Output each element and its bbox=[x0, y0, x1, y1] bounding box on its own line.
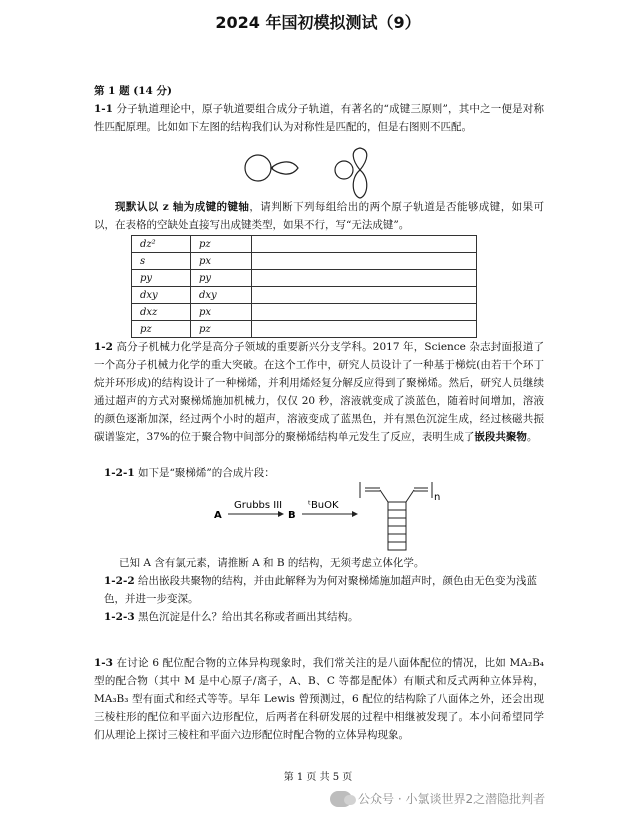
reagent-grubbs: Grubbs III bbox=[234, 500, 283, 511]
label-1-2-2: 1-2-2 bbox=[104, 575, 135, 587]
paragraph-1-1 bbox=[94, 100, 544, 136]
orbital-cell: py bbox=[191, 270, 252, 287]
s-orbital-shape bbox=[245, 155, 271, 181]
paragraph-1-3 bbox=[94, 654, 544, 744]
paragraph-1-2 bbox=[94, 338, 544, 446]
answer-cell[interactable] bbox=[252, 304, 477, 321]
page-title: 2024 年国初模拟测试（9） bbox=[215, 13, 421, 32]
label-1-2-1: 1-2-1 bbox=[104, 467, 135, 479]
text-1-2-end: 。 bbox=[526, 431, 538, 443]
label-1-1: 1-1 bbox=[94, 103, 113, 115]
orbital-cell: pz bbox=[132, 321, 191, 338]
text-1-3: 在讨论 6 配位配合物的立体异构现象时，我们常关注的是八面体配位的情况，比如 MA₂B₄ 型的配合物（其中 M 是中心原子/离子，A、B、C 等都是配体）有顺式和反式两种立体异构，MA₃B₃ 型有面式和经式等等。早年 Lewis 曾预测过，6 配位的结构除了八面体之外，还会出现三棱柱形的配位和平面六边形配位，后两者在科研发展的过程中相继被发现了。本小问希望同学们从理论上探讨三棱柱和平面六边形配位时配合物的立体异构现象。 bbox=[94, 657, 544, 741]
table-row bbox=[132, 287, 477, 304]
table-row bbox=[132, 236, 477, 253]
table-row bbox=[132, 304, 477, 321]
label-1-2: 1-2 bbox=[94, 341, 113, 353]
p-upper-lobe bbox=[353, 148, 367, 170]
orbital-cell: dxz bbox=[132, 304, 191, 321]
compound-a-label: A bbox=[214, 510, 222, 521]
compound-b-label: B bbox=[288, 510, 296, 521]
orbital-cell: dz² bbox=[132, 236, 191, 253]
answer-cell[interactable] bbox=[252, 253, 477, 270]
block-copolymer-term: 嵌段共聚物 bbox=[474, 431, 527, 443]
reagent-tbuok: ᵗBuOK bbox=[308, 500, 339, 511]
p-lobe-shape bbox=[271, 162, 298, 174]
question-1-2-3 bbox=[104, 608, 554, 626]
orbital-cell: dxy bbox=[191, 287, 252, 304]
orbital-cell: py bbox=[132, 270, 191, 287]
text-1-2-3: 黑色沉淀是什么？给出其名称或者画出其结构。 bbox=[134, 611, 359, 623]
wechat-icon bbox=[330, 791, 352, 807]
question-1-2-2 bbox=[104, 572, 554, 608]
question-heading: 第 1 题 (14 分) bbox=[94, 85, 172, 97]
text-1-2-1: 如下是“聚梯烯”的合成片段： bbox=[134, 467, 275, 479]
orbital-cell: s bbox=[132, 253, 191, 270]
table-row bbox=[132, 253, 477, 270]
page-footer: 第 1 页 共 5 页 bbox=[283, 772, 353, 783]
polyladderene-structure bbox=[360, 482, 432, 550]
known-condition: 已知 A 含有氯元素，请推断 A 和 B 的结构，无须考虑立体化学。 bbox=[119, 557, 425, 569]
answer-cell[interactable] bbox=[252, 321, 477, 338]
answer-cell[interactable] bbox=[252, 236, 477, 253]
watermark bbox=[330, 790, 545, 807]
orbital-diagram bbox=[236, 146, 386, 202]
orbital-cell: px bbox=[191, 304, 252, 321]
text-1-2: 高分子机械力化学是高分子领域的重要新兴分支学科。2017 年，Science 杂志封面报道了一个高分子机械力化学的重大突破。在这个工作中，研究人员设计了一种基于梯烷(由若干个环丁烷并环形成)的结构设计了一种梯烯，并利用烯烃复分解反应得到了聚梯烯。然后，研究人员继续通过超声的方式对聚梯烯施加机械力，仅仅 20 秒，溶液就变成了淡蓝色，随着时间增加，溶液的颜色逐渐加深，经过两个小时的超声，溶液变成了蓝黑色，并有黑色沉淀生成，经过核磁共振碳谱鉴定，37%的位于聚合物中间部分的聚梯烯结构单元发生了反应，表明生成了 bbox=[94, 341, 544, 443]
watermark-text: 公众号 · 小氯谈世界2之潜隐批判者 bbox=[358, 792, 546, 806]
orbital-cell: dxy bbox=[132, 287, 191, 304]
answer-cell[interactable] bbox=[252, 270, 477, 287]
instruction-text: ，请判断下列每组给出的两个原子轨道是否能够成键，如果可以，在表格的空缺处直接写出成键类型，如果不行，写“无法成键”。 bbox=[94, 201, 545, 231]
label-1-3: 1-3 bbox=[94, 657, 113, 669]
repeat-unit-n: n bbox=[434, 492, 441, 503]
orbital-cell: pz bbox=[191, 236, 252, 253]
text-1-2-2: 给出嵌段共聚物的结构，并由此解释为为何对聚梯烯施加超声时，颜色由无色变为浅蓝色，并进一步变深。 bbox=[104, 575, 537, 605]
text-1-1: 分子轨道理论中，原子轨道要组合成分子轨道，有著名的“成键三原则”，其中之一便是对称性匹配原理。比如如下左图的结构我们认为对称性是匹配的，但是右图则不匹配。 bbox=[94, 103, 544, 133]
orbital-cell: px bbox=[191, 253, 252, 270]
reaction-scheme bbox=[208, 478, 441, 554]
label-1-2-3: 1-2-3 bbox=[104, 611, 135, 623]
s-orbital-shape-right bbox=[335, 161, 353, 179]
instruction-paragraph bbox=[94, 198, 544, 234]
orbital-table bbox=[131, 235, 477, 338]
table-row bbox=[132, 321, 477, 338]
p-lower-lobe bbox=[353, 170, 367, 198]
orbital-cell: pz bbox=[191, 321, 252, 338]
instruction-bold: 现默认以 z 轴为成键的键轴 bbox=[115, 201, 250, 213]
answer-cell[interactable] bbox=[252, 287, 477, 304]
table-row bbox=[132, 270, 477, 287]
